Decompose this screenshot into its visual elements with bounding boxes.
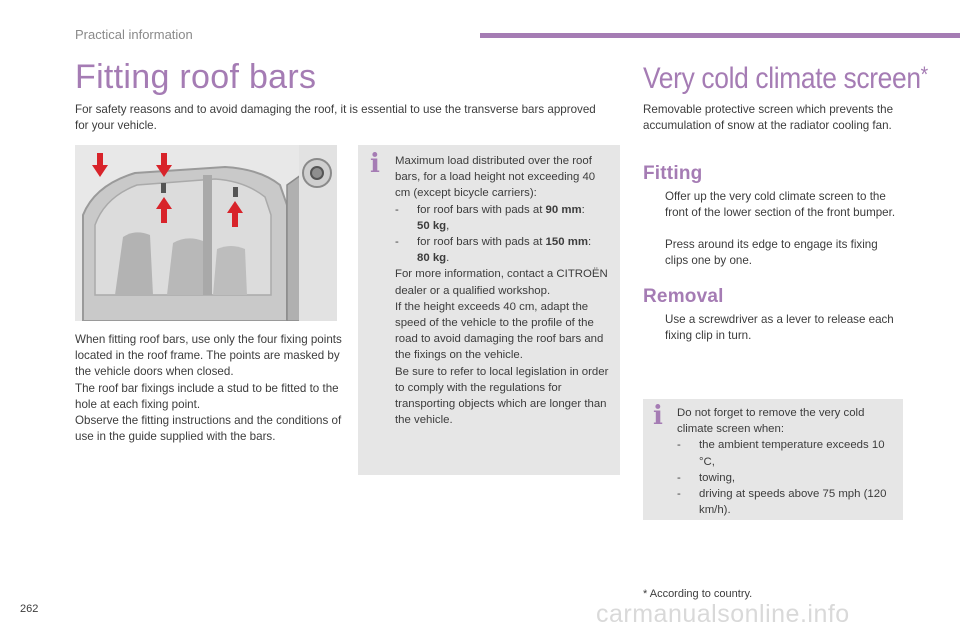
cold-screen-intro: Removable protective screen which prevents the accumulation of snow at the radiator cooling fan. [643, 103, 894, 133]
removal-heading: Removal [643, 286, 724, 307]
info-paragraph: Be sure to refer to local legislation in order to comply with the regulations for transporting objects which are longer than the vehicle. [395, 365, 609, 427]
info-paragraph: For more information, contact a CITROËN dealer or a qualified workshop. [395, 268, 608, 297]
list-item: - towing, [677, 471, 736, 484]
info-intro: Maximum load distributed over the roof bars, for a load height not exceeding 40 cm (except bicycle carriers): [395, 155, 596, 200]
page-title-cold-climate-screen: Very cold climate screen* [643, 62, 928, 95]
list-item: Press around its edge to engage its fixing clips one by one. [665, 238, 878, 268]
page-number: 262 [20, 603, 39, 615]
roof-bars-instructions [75, 332, 345, 445]
roof-bars-paragraph: When fitting roof bars, use only the four fixing points located in the roof frame. The points are masked by the vehicle doors when closed. [75, 333, 342, 379]
roof-bars-paragraph: The roof bar fixings include a stud to be fitted to the hole at each fixing point. [75, 381, 339, 411]
list-item: - for roof bars with pads at 90 mm: 50 kg, [395, 203, 585, 232]
list-item: Offer up the very cold climate screen to the front of the lower section of the front bumper. [665, 190, 896, 220]
roof-bars-fixing-points-photo [75, 145, 337, 321]
roof-load-info-box [358, 145, 620, 475]
list-item: - for roof bars with pads at 150 mm: 80 kg. [395, 236, 592, 265]
watermark: carmanualsonline.info [596, 600, 850, 628]
footnote: * According to country. [643, 588, 753, 600]
header-accent-bar [480, 33, 960, 38]
info-paragraph: If the height exceeds 40 cm, adapt the speed of the vehicle to the profile of the road to avoid damaging the roof bars and the fixings on the vehicle. [395, 300, 604, 362]
list-item: - driving at speeds above 75 mph (120 km/h). [677, 488, 887, 517]
cold-screen-info-box [643, 399, 903, 520]
roof-bars-paragraph: Observe the fitting instructions and the conditions of use in the guide supplied with the bars. [75, 414, 342, 444]
page-title-roof-bars: Fitting roof bars [75, 58, 317, 96]
roof-load-info-text [395, 153, 613, 428]
list-item: Use a screwdriver as a lever to release each fixing clip in turn. [665, 313, 894, 343]
info-icon: i [653, 401, 663, 431]
list-item: - the ambient temperature exceeds 10 °C, [677, 439, 885, 468]
info-intro: Do not forget to remove the very cold climate screen when: [677, 407, 865, 436]
car-interior-illustration [75, 145, 337, 321]
roof-bars-intro: For safety reasons and to avoid damaging the roof, it is essential to use the transverse bars approved for your vehicle. [75, 103, 596, 133]
section-title: Practical information [75, 27, 193, 42]
fitting-heading: Fitting [643, 163, 703, 184]
info-icon: i [370, 149, 380, 179]
cold-screen-info-text [677, 405, 895, 518]
